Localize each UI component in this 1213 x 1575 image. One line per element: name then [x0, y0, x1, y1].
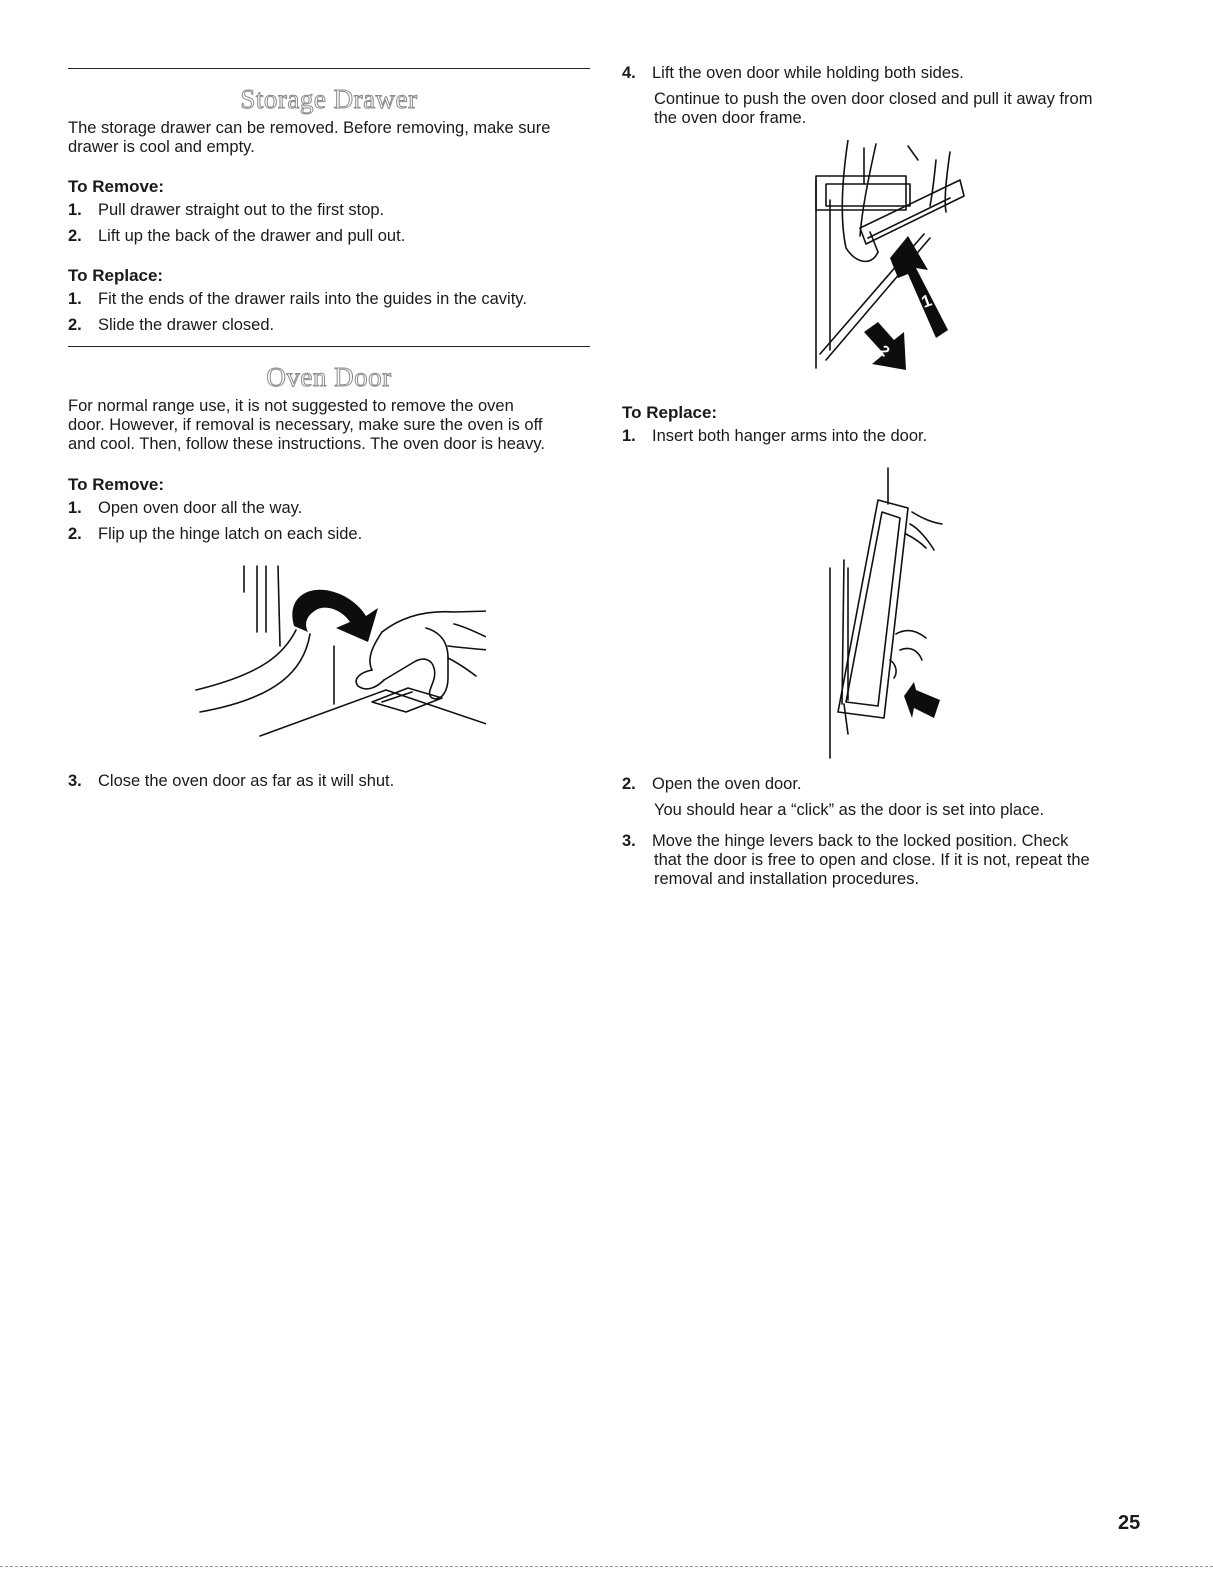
step-note: Continue to push the oven door closed and pull it away from — [654, 90, 1093, 108]
step-number: 2. — [68, 227, 82, 245]
storage-remove-heading: To Remove: — [68, 177, 165, 196]
step-number: 2. — [68, 525, 82, 543]
storage-drawer-intro-line1: The storage drawer can be removed. Before removing, make sure — [68, 119, 551, 137]
oven-door-title: Oven Door — [266, 362, 392, 392]
storage-drawer-title: Storage Drawer — [240, 84, 418, 114]
figure-label-2: 2 — [875, 342, 893, 361]
step-number: 4. — [622, 64, 636, 82]
page-number: 25 — [1118, 1512, 1141, 1534]
step-text: Open oven door all the way. — [98, 499, 303, 517]
step-text: Pull drawer straight out to the first stop. — [98, 201, 385, 219]
section-divider — [68, 68, 590, 69]
hanger-arms-illustration — [818, 464, 948, 760]
step-text: Insert both hanger arms into the door. — [652, 427, 928, 445]
oven-door-intro-line2: door. However, if removal is necessary, make sure the oven is off — [68, 416, 543, 434]
step-note: the oven door frame. — [654, 109, 807, 127]
step-number: 2. — [622, 775, 636, 793]
step-text: Open the oven door. — [652, 775, 802, 793]
oven-door-intro-line3: and cool. Then, follow these instructions. The oven door is heavy. — [68, 435, 545, 453]
step-text-continued: removal and installation procedures. — [654, 870, 920, 888]
step-text: Close the oven door as far as it will shut. — [98, 772, 395, 790]
figure-label-1: 1 — [918, 290, 935, 312]
step-text: Fit the ends of the drawer rails into the guides in the cavity. — [98, 290, 527, 308]
lift-door-illustration — [812, 140, 972, 376]
scan-edge — [0, 1566, 1213, 1568]
oven-remove-heading: To Remove: — [68, 475, 165, 494]
storage-drawer-intro-line2: drawer is cool and empty. — [68, 138, 255, 156]
step-number: 1. — [68, 290, 82, 308]
step-number: 2. — [68, 316, 82, 334]
step-number: 1. — [68, 499, 82, 517]
step-number: 3. — [622, 832, 636, 850]
step-text: Slide the drawer closed. — [98, 316, 275, 334]
hinge-latch-illustration — [186, 562, 486, 746]
step-text: Move the hinge levers back to the locked position. Check — [652, 832, 1069, 850]
storage-replace-heading: To Replace: — [68, 266, 164, 285]
step-number: 3. — [68, 772, 82, 790]
oven-replace-heading: To Replace: — [622, 403, 718, 422]
oven-door-intro-line1: For normal range use, it is not suggested to remove the oven — [68, 397, 514, 415]
section-divider — [68, 346, 590, 347]
step-text-continued: that the door is free to open and close. If it is not, repeat the — [654, 851, 1090, 869]
step-text: Lift up the back of the drawer and pull out. — [98, 227, 406, 245]
step-note: You should hear a “click” as the door is set into place. — [654, 801, 1045, 819]
step-number: 1. — [622, 427, 636, 445]
step-number: 1. — [68, 201, 82, 219]
step-text: Lift the oven door while holding both sides. — [652, 64, 964, 82]
step-text: Flip up the hinge latch on each side. — [98, 525, 363, 543]
